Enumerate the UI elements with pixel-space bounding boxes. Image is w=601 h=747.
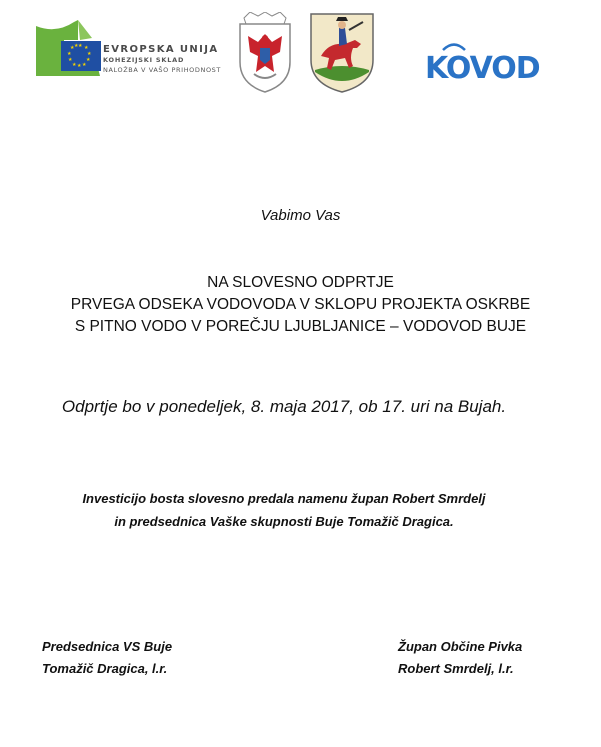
opening-date: Odprtje bo v ponedeljek, 8. maja 2017, ob 17. uri na Bujah. [61, 397, 507, 416]
eu-line-1: EVROPSKA UNIJA [103, 44, 219, 55]
eu-line-2: KOHEZIJSKI SKLAD [103, 56, 185, 64]
eu-logo-text [103, 44, 221, 74]
signature-right-role: Župan Občine Pivka [398, 639, 523, 654]
eagle-crest-icon [236, 12, 294, 94]
rider-crest-icon [309, 12, 375, 94]
title-line-1: NA SLOVESNO ODPRTJE [207, 274, 394, 291]
signature-left [42, 636, 172, 680]
eu-cohesion-fund-logo [28, 10, 221, 82]
investment-line-2: in predsednica Vaške skupnosti Buje Tomažič Dragica. [114, 514, 454, 529]
investment-line-1: Investicijo bosta slovesno predala namenu župan Robert Smrdelj [82, 491, 486, 506]
kovod-logo: KOVOD [425, 51, 540, 86]
signature-left-name: Tomažič Dragica, l.r. [42, 661, 168, 676]
signature-left-role: Predsednica VS Buje [42, 639, 173, 654]
signature-right-name: Robert Smrdelj, l.r. [398, 661, 514, 676]
title-line-3: S PITNO VODO V POREČJU LJUBLJANICE – VODOVOD BUJE [74, 318, 527, 335]
eu-flag-icon: ★ ★ ★ ★ ★ ★ ★ ★ ★ ★ ★ [61, 41, 101, 71]
title-line-2: PRVEGA ODSEKA VODOVODA V SKLOPU PROJEKTA OSKRBE [70, 296, 531, 313]
kovod-arc-icon [441, 41, 467, 51]
signature-right [398, 636, 522, 680]
greeting: Vabimo Vas [260, 207, 341, 224]
eu-line-3: NALOŽBA V VAŠO PRIHODNOST [103, 66, 221, 74]
